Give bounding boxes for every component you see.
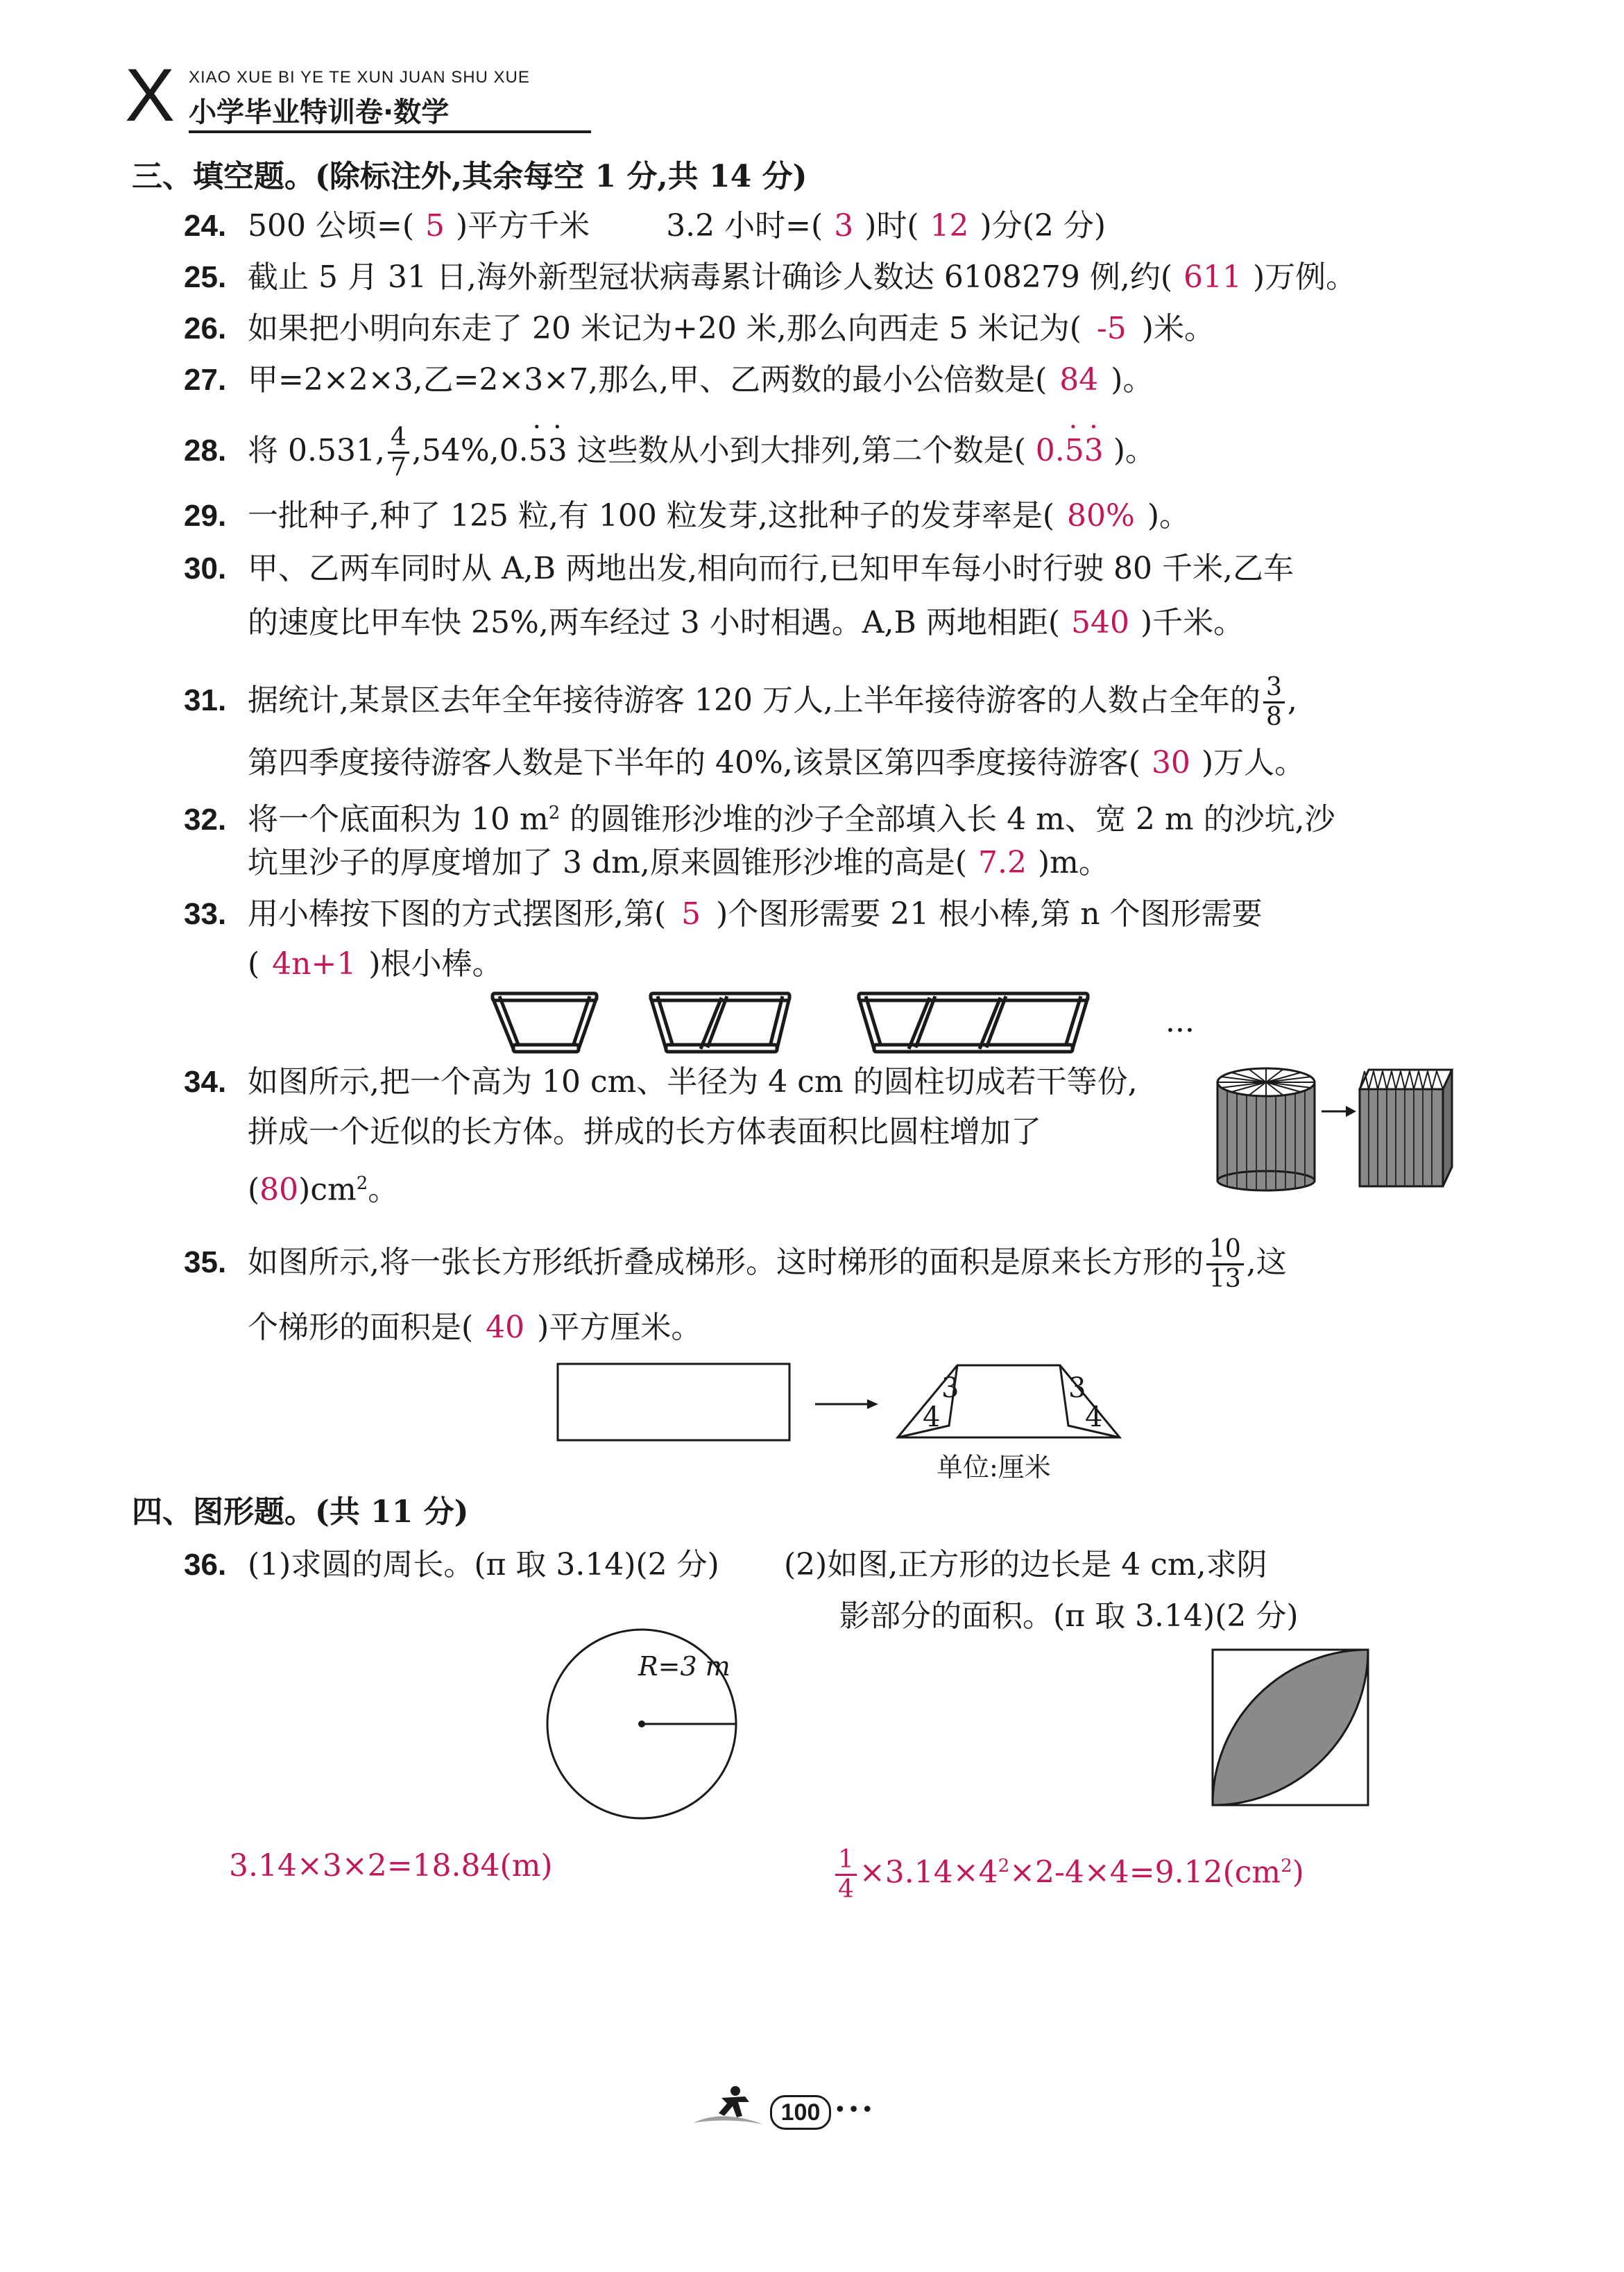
q36-text: (1)求圆的周长。(π 取 3.14)(2 分) (248, 1547, 719, 1582)
q24-text: )平方千米 (456, 208, 590, 244)
q32-line2 (248, 842, 1109, 884)
q26 (184, 308, 1215, 350)
q34-number: 34. (184, 1065, 227, 1099)
q36-text: 影部分的面积。(π 取 3.14)(2 分) (839, 1598, 1299, 1634)
q34-answer: 80 (259, 1172, 299, 1208)
fold-figure (555, 1360, 1152, 1457)
answer-text: ) (1292, 1854, 1304, 1890)
q24 (184, 205, 1106, 247)
q31-answer: 30 (1151, 745, 1190, 780)
q36-part2-line1 (784, 1544, 1267, 1586)
q25-answer: 611 (1183, 259, 1242, 295)
q32-text: 的圆锥形沙堆的沙子全部填入长 4 m、宽 2 m 的沙坑,沙 (560, 801, 1335, 837)
shaded-leaf (1213, 1650, 1368, 1805)
page-number (770, 2095, 831, 2130)
q33-text: )根小棒。 (368, 946, 503, 982)
q31-number: 31. (184, 683, 227, 717)
q34-text: 拼成一个近似的长方体。拼成的长方体表面积比圆柱增加了 (248, 1114, 1041, 1150)
superscript: 2 (998, 1856, 1010, 1877)
q34-text: )cm (298, 1172, 357, 1208)
q25-text: 截止 5 月 31 日,海外新型冠状病毒累计确诊人数达 6108279 例,约( (248, 259, 1172, 295)
q30 (184, 548, 1294, 590)
header (125, 53, 597, 139)
q34-text: ( (248, 1172, 260, 1208)
section4-title: 四、图形题。(共 11 分) (132, 1494, 469, 1530)
q25-number: 25. (184, 260, 227, 294)
q24-answer-2: 3 (834, 208, 854, 244)
header-pinyin: XIAO XUE BI YE TE XUN JUAN SHU XUE (189, 68, 530, 87)
q33-text: ( (248, 946, 260, 982)
q26-text: )米。 (1141, 311, 1215, 346)
q28-text: 将 0.531, (248, 433, 385, 468)
q32 (184, 792, 1335, 841)
q31-text: 第四季度接待游客人数是下半年的 40%,该景区第四季度接待游客( (248, 745, 1140, 780)
q24-text: 500 公顷=( (248, 208, 415, 244)
q30-text: 甲、乙两车同时从 A,B 两地出发,相向而行,已知甲车每小时行驶 80 千米,乙车 (248, 551, 1294, 586)
fraction-denominator: 4 (838, 1874, 854, 1904)
q36-number: 36. (184, 1548, 227, 1582)
radius-label: R=3 m (638, 1651, 730, 1682)
cylinder-icon (1217, 1068, 1315, 1190)
q31-text: 据统计,某景区去年全年接待游客 120 万人,上半年接待游客的人数占全年的 (248, 683, 1260, 718)
fraction-numerator: 1 (835, 1846, 857, 1876)
q36-part2-line2 (839, 1596, 1299, 1637)
q35-text: 个梯形的面积是( (248, 1310, 474, 1345)
q35-number: 35. (184, 1245, 227, 1279)
q26-number: 26. (184, 311, 227, 345)
label-3-left: 3 (941, 1372, 959, 1404)
runner-icon (687, 2081, 770, 2137)
q30-line2 (248, 602, 1244, 644)
cylinder-figure (1211, 1061, 1453, 1193)
q36-text: (2)如图,正方形的边长是 4 cm,求阴 (784, 1547, 1267, 1582)
q35-text: )平方厘米。 (537, 1310, 702, 1345)
superscript: 2 (356, 1173, 368, 1194)
q34-line2 (248, 1111, 1041, 1153)
q32-text: )m。 (1038, 845, 1109, 880)
q24-text: )分(2 分) (980, 208, 1106, 244)
q34 (184, 1061, 1138, 1103)
q35-text: 如图所示,将一张长方形纸折叠成梯形。这时梯形的面积是原来长方形的 (248, 1245, 1204, 1280)
fraction-numerator: 4 (388, 424, 409, 454)
label-3-right: 3 (1068, 1372, 1086, 1404)
q32-text: 坑里沙子的厚度增加了 3 dm,原来圆锥形沙堆的高是( (248, 845, 968, 880)
answer-fraction (835, 1846, 857, 1904)
q30-text: 的速度比甲车快 25%,两车经过 3 小时相遇。A,B 两地相距( (248, 605, 1060, 640)
q30-text: )千米。 (1140, 605, 1245, 640)
fraction-denominator: 13 (1208, 1265, 1241, 1293)
q35-text: ,这 (1246, 1245, 1287, 1280)
q32-text: 将一个底面积为 10 m (248, 801, 549, 837)
q24-answer-3: 12 (930, 208, 969, 244)
rectangle-shape (558, 1364, 789, 1440)
q35-fraction (1206, 1236, 1244, 1293)
q29 (184, 495, 1190, 537)
q36-answer-1: 3.14×3×2=18.84(m) (229, 1848, 553, 1884)
repeating-decimal: · · 53 (1065, 416, 1104, 486)
label-4-left: 4 (923, 1401, 941, 1433)
fraction-denominator: 7 (390, 453, 407, 481)
q28 (184, 416, 1156, 486)
q36-answer-2 (832, 1831, 1304, 1908)
q28-text: 这些数从小到大排列,第二个数是( (567, 433, 1026, 468)
arrow-right-icon (815, 1399, 878, 1409)
header-letter: X (125, 53, 176, 137)
q33-line2 (248, 943, 503, 985)
q33-text: 用小棒按下图的方式摆图形,第( (248, 896, 667, 932)
q31-line2 (248, 742, 1305, 784)
fraction-numerator: 3 (1263, 674, 1285, 703)
q30-answer: 540 (1070, 605, 1129, 640)
arrow-right-icon (1322, 1106, 1356, 1117)
q35-line2 (248, 1307, 701, 1349)
cuboid-icon (1360, 1070, 1452, 1186)
q33 (184, 894, 1263, 935)
q33-text: )个图形需要 21 根小棒,第 n 个图形需要 (716, 896, 1263, 932)
q24-answer-1: 5 (425, 208, 445, 244)
q27 (184, 359, 1153, 401)
q27-text: 甲=2×2×3,乙=2×3×7,那么,甲、乙两数的最小公倍数是( (248, 362, 1048, 398)
header-rule (189, 130, 591, 133)
q29-answer: 80% (1067, 498, 1135, 533)
q25 (184, 257, 1356, 298)
stick-figures (479, 985, 1214, 1061)
q24-text: 3.2 小时=( (666, 208, 823, 244)
q26-text: 如果把小明向东走了 20 米记为+20 米,那么向西走 5 米记为( (248, 311, 1082, 346)
page-number-text: 100 (780, 2099, 821, 2126)
superscript: 2 (548, 803, 561, 823)
superscript: 2 (1281, 1856, 1292, 1877)
q24-text: )时( (864, 208, 919, 244)
stick-figure-1 (493, 993, 597, 1052)
q28-text: )。 (1113, 433, 1156, 468)
fraction-numerator: 10 (1206, 1236, 1244, 1265)
q29-text: )。 (1147, 498, 1190, 533)
q31-fraction (1263, 674, 1285, 731)
q33-answer-2: 4n+1 (272, 946, 357, 982)
q29-number: 29. (184, 499, 227, 533)
stick-figure-3 (859, 993, 1088, 1052)
section3-title: 三、填空题。(除标注外,其余每空 1 分,共 14 分) (132, 159, 807, 194)
q29-text: 一批种子,种了 125 粒,有 100 粒发芽,这批种子的发芽率是( (248, 498, 1055, 533)
q25-text: )万例。 (1252, 259, 1357, 295)
q28-fraction (388, 424, 409, 481)
q36-part1 (184, 1544, 719, 1586)
ellipsis: ··· (1165, 1013, 1195, 1048)
q31 (184, 666, 1297, 735)
q33-number: 33. (184, 897, 227, 931)
q30-number: 30. (184, 552, 227, 586)
q28-text: ,54%,0. (411, 433, 529, 468)
q32-answer: 7.2 (978, 845, 1027, 880)
unit-label: 单位:厘米 (937, 1452, 1051, 1483)
q27-text: )。 (1111, 362, 1154, 398)
q35-answer: 40 (486, 1310, 525, 1345)
header-title: 小学毕业特训卷·数学 (189, 96, 450, 128)
repeating-decimal: · · 53 (529, 416, 567, 486)
q24-number: 24. (184, 209, 227, 243)
q34-text: 。 (368, 1172, 399, 1208)
answer-text: ×2-4×4=9.12(cm (1009, 1854, 1281, 1890)
q27-answer: 84 (1059, 362, 1099, 398)
q31-text: , (1287, 683, 1297, 718)
stick-figure-2 (651, 993, 789, 1052)
fraction-denominator: 8 (1265, 703, 1282, 731)
label-4-right: 4 (1085, 1401, 1103, 1433)
q32-number: 32. (184, 802, 227, 837)
answer-text: ×3.14×4 (859, 1854, 998, 1890)
q28-number: 28. (184, 434, 227, 468)
q35 (184, 1228, 1287, 1297)
q33-answer-1: 5 (681, 896, 701, 932)
q34-text: 如图所示,把一个高为 10 cm、半径为 4 cm 的圆柱切成若干等份, (248, 1064, 1138, 1100)
square-leaf-figure (1207, 1644, 1374, 1811)
q26-answer: -5 (1096, 311, 1127, 346)
footer-dots: ••• (834, 2098, 875, 2122)
q28-answer: 0.· · 53 (1026, 433, 1113, 468)
q31-text: )万人。 (1201, 745, 1306, 780)
q27-number: 27. (184, 363, 227, 397)
q34-line3 (248, 1163, 398, 1211)
